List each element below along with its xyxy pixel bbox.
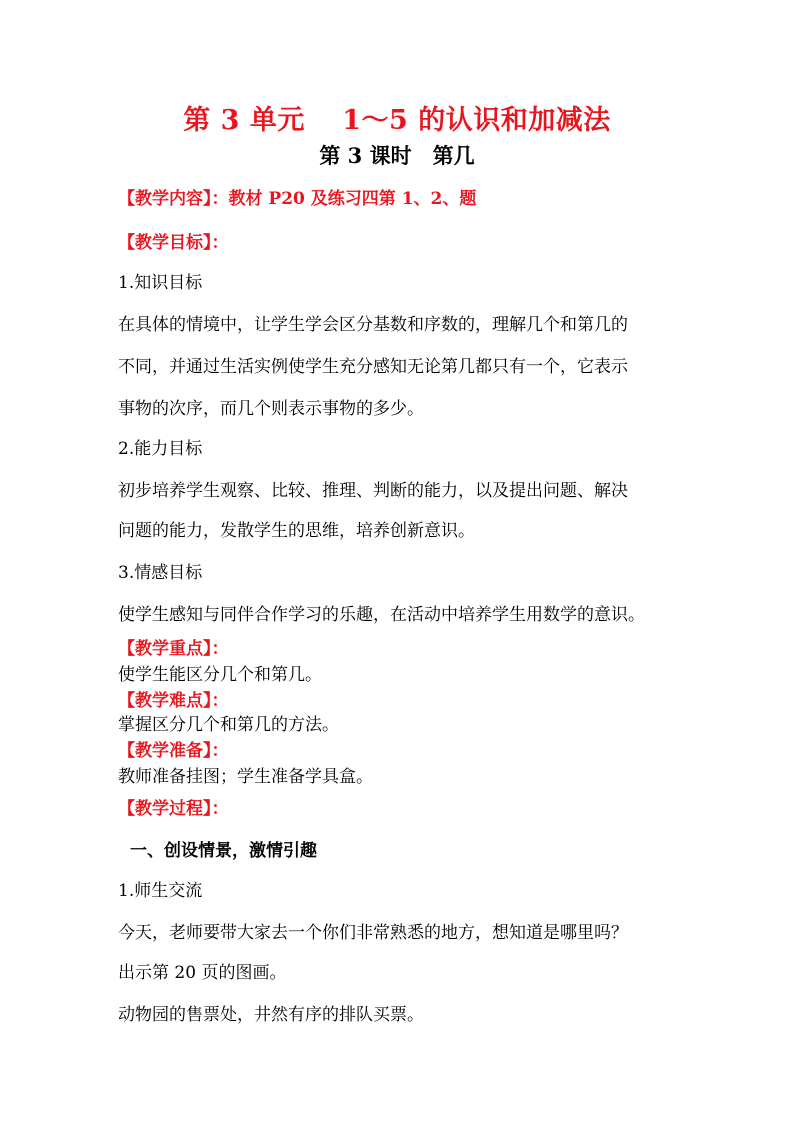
preparation-text: 教师准备挂图；学生准备学具盒。 xyxy=(118,767,373,787)
process-label: 【教学过程】： xyxy=(118,799,229,819)
goal2-line1: 初步培养学生观察、比较、推理、判断的能力，以及提出问题、解决 xyxy=(118,481,628,501)
teaching-content-text: 教材 P20 及练习四第 1、2、题 xyxy=(228,189,477,209)
goal2-title: 2.能力目标 xyxy=(118,439,203,459)
goal1-line2: 不同，并通过生活实例使学生充分感知无论第几都只有一个，它表示 xyxy=(118,357,628,377)
goal3-title: 3.情感目标 xyxy=(118,563,203,583)
teaching-goals-label: 【教学目标】： xyxy=(118,233,229,253)
step1-line2: 出示第 20 页的图画。 xyxy=(118,963,287,983)
lesson-subtitle: 第 3 课时 第几 xyxy=(319,143,475,168)
key-points-label: 【教学重点】： xyxy=(118,639,229,659)
unit-title: 第 3 单元 1～5 的认识和加减法 xyxy=(183,105,611,136)
goal1-line1: 在具体的情境中，让学生学会区分基数和序数的，理解几个和第几的 xyxy=(118,315,628,335)
key-points-text: 使学生能区分几个和第几。 xyxy=(118,665,322,685)
step1-line1: 今天，老师要带大家去一个你们非常熟悉的地方，想知道是哪里吗？ xyxy=(118,923,628,943)
section1-heading: 一、创设情景，激情引趣 xyxy=(130,841,317,861)
preparation-label: 【教学准备】： xyxy=(118,741,229,761)
step1-title: 1.师生交流 xyxy=(118,881,203,901)
teaching-content xyxy=(118,184,476,209)
difficulty-text: 掌握区分几个和第几的方法。 xyxy=(118,715,339,735)
teaching-content-label: 【教学内容】： xyxy=(118,189,229,209)
step1-line3: 动物园的售票处，井然有序的排队买票。 xyxy=(118,1005,424,1025)
goal2-line2: 问题的能力，发散学生的思维，培养创新意识。 xyxy=(118,521,475,541)
goal1-title: 1.知识目标 xyxy=(118,273,203,293)
goal1-line3: 事物的次序，而几个则表示事物的多少。 xyxy=(118,399,424,419)
difficulty-label: 【教学难点】： xyxy=(118,691,229,711)
goal3-line1: 使学生感知与同伴合作学习的乐趣，在活动中培养学生用数学的意识。 xyxy=(118,605,645,625)
